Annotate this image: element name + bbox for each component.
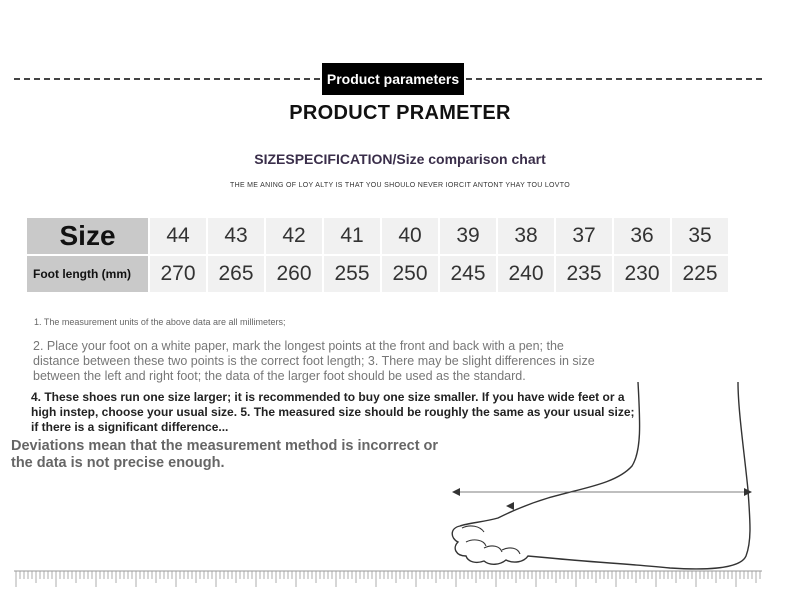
foot-length-cell: 225 (672, 256, 728, 292)
foot-length-row (27, 256, 728, 292)
size-cell: 42 (266, 218, 322, 254)
size-cell: 40 (382, 218, 438, 254)
note-measuring-instructions: 2. Place your foot on a white paper, mark the longest points at the front and back with a pen; the distance between these two points is the correct foot length; 3. There may be slight differences in size between the left and right foot; the data of the larger foot should be used as the standard. (33, 339, 595, 383)
note-deviation-warning: Deviations mean that the measurement method is incorrect or the data is not precise enough. (11, 438, 439, 471)
header-divider-left (14, 78, 320, 80)
size-cell: 44 (150, 218, 206, 254)
foot-outline-icon (440, 380, 760, 575)
foot-length-header-cell: Foot length (mm) (27, 256, 148, 292)
size-row (27, 218, 728, 254)
note-sizing-advice: 4. These shoes run one size larger; it is recommended to buy one size smaller. If you have wide feet or a high instep, choose your usual size. 5. The measured size should be roughly the same as your usual size; if there is a significant difference... (31, 390, 635, 434)
foot-length-cell: 255 (324, 256, 380, 292)
size-cell: 39 (440, 218, 496, 254)
foot-length-cell: 270 (150, 256, 206, 292)
size-cell: 37 (556, 218, 612, 254)
brand-slogan: THE ME ANING OF LOY ALTY IS THAT YOU SHOULO NEVER IORCIT ANTONT YHAY TOU LOVTO (230, 182, 570, 189)
foot-length-cell: 260 (266, 256, 322, 292)
foot-length-cell: 240 (498, 256, 554, 292)
size-cell: 36 (614, 218, 670, 254)
size-comparison-table (25, 216, 730, 294)
foot-length-cell: 250 (382, 256, 438, 292)
foot-length-cell: 265 (208, 256, 264, 292)
size-cell: 43 (208, 218, 264, 254)
header-divider-right (466, 78, 762, 80)
foot-length-cell: 235 (556, 256, 612, 292)
size-header-cell: Size (27, 218, 148, 254)
foot-length-cell: 230 (614, 256, 670, 292)
size-cell: 38 (498, 218, 554, 254)
size-chart-subtitle: SIZESPECIFICATION/Size comparison chart (254, 151, 546, 167)
ruler-icon (14, 570, 762, 592)
size-cell: 41 (324, 218, 380, 254)
note-units: 1. The measurement units of the above data are all millimeters; (34, 317, 286, 327)
size-cell: 35 (672, 218, 728, 254)
product-parameters-badge: Product parameters (322, 63, 464, 95)
page-title: PRODUCT PRAMETER (289, 102, 511, 124)
foot-length-cell: 245 (440, 256, 496, 292)
